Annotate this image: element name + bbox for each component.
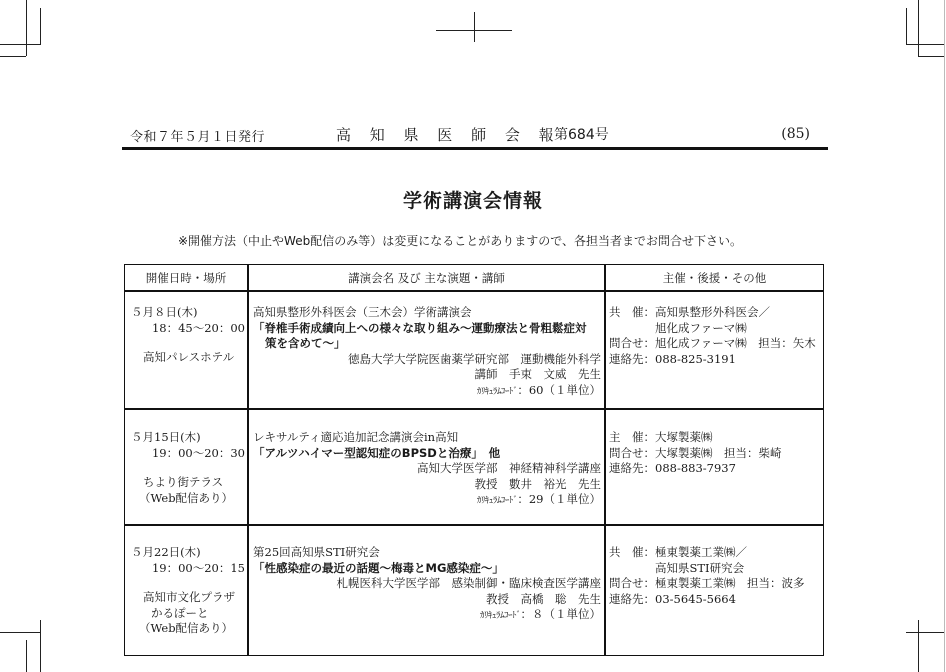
crop-mark [40, 8, 41, 45]
organizer-line: 旭化成ファーマ㈱ [609, 320, 747, 335]
curriculum-value: ：８（１単位） [520, 607, 601, 621]
event-venue: 高知パレスホテル [143, 350, 235, 364]
table-row [131, 545, 245, 637]
contact-line: 問合せ：旭化成ファーマ㈱ 担当：矢木 [609, 336, 816, 350]
event-venue: ちより街テラス [143, 475, 224, 489]
event-topic: 「性感染症の最近の話題～梅毒とMG感染症～」 [253, 560, 504, 575]
event-venue: （Web配信あり） [139, 621, 234, 635]
event-name: 第25回高知県STI研究会 [253, 545, 380, 559]
crop-mark [40, 620, 41, 672]
speaker-name: 教授 高橋 聡 先生 [486, 591, 601, 606]
table-row [609, 545, 821, 607]
event-name: レキサルティ適応追加記念講演会in高知 [253, 430, 459, 444]
event-time: 19：00～20：15 [151, 560, 245, 575]
issue-number: 第684号 [554, 127, 609, 143]
event-date: ５月８日(木) [131, 305, 198, 319]
event-time: 19：00～20：30 [151, 445, 245, 460]
crop-mark [918, 0, 919, 56]
running-head [122, 126, 828, 146]
curriculum-label: ｶﾘｷｭﾗﾑｺｰﾄﾞ [476, 496, 518, 506]
event-venue: かるぽーと [151, 605, 209, 620]
crop-mark [26, 0, 27, 56]
table-row [253, 430, 601, 510]
page-number: (85) [781, 126, 810, 142]
table-row [609, 305, 821, 367]
event-name: 高知県整形外科医会（三木会）学術講演会 [253, 305, 472, 319]
contact-line: 問合せ：極東製薬工業㈱ 担当：波多 [609, 576, 805, 590]
event-date: ５月22日(木) [131, 545, 201, 559]
organizer-line: 主 催：大塚製薬㈱ [609, 430, 713, 444]
column-divider [247, 265, 249, 655]
crop-mark [0, 56, 26, 57]
organizer-line: 共 催：高知県整形外科医会／ [609, 305, 770, 319]
speaker-affiliation: 高知大学医学部 神経精神科学講座 [417, 461, 601, 475]
event-topic: 策を含めて～」 [265, 336, 346, 350]
row-divider [125, 524, 823, 526]
page-edge [944, 0, 945, 672]
journal-name: 高 知 県 医 師 会 報 [336, 126, 561, 144]
table-row [253, 545, 601, 625]
crop-mark [918, 620, 919, 672]
column-header: 講演会名 及び 主な演題・講師 [348, 271, 505, 285]
notice-text: ※開催方法（中止やWeb配信のみ等）は変更になることがありますので、各担当者までお問合せ下さい。 [178, 234, 742, 248]
speaker-affiliation: 徳島大学大学院医歯薬学研究部 運動機能外科学 [348, 351, 601, 366]
crop-mark [474, 12, 475, 42]
issue-date: 令和７年５月１日発行 [130, 130, 266, 145]
curriculum-code [253, 607, 601, 625]
column-header: 開催日時・場所 [145, 271, 227, 285]
event-topic: 「脊椎手術成績向上への様々な取り組み～運動療法と骨粗鬆症対 [253, 320, 587, 335]
phone-line: 連絡先：088-883-7937 [609, 461, 736, 475]
table-row [131, 430, 245, 506]
event-time: 18：45～20：00 [151, 320, 245, 335]
contact-line: 問合せ：大塚製薬㈱ 担当：柴崎 [609, 445, 782, 460]
event-venue: 高知市文化プラザ [143, 590, 235, 604]
column-divider [604, 265, 606, 655]
organizer-line: 共 催：極東製薬工業㈱／ [609, 545, 747, 559]
curriculum-label: ｶﾘｷｭﾗﾑｺｰﾄﾞ [476, 386, 518, 397]
curriculum-value: ：60（１単位） [517, 382, 601, 397]
crop-mark [906, 44, 944, 45]
speaker-name: 講師 手束 文威 先生 [474, 367, 601, 381]
event-date: ５月15日(木) [131, 430, 201, 444]
organizer-line: 高知県STI研究会 [609, 560, 745, 575]
curriculum-value: ：29（１単位） [517, 492, 601, 506]
phone-line: 連絡先：03-5645-5664 [609, 591, 736, 606]
phone-line: 連絡先：088-825-3191 [609, 351, 736, 366]
page-title: 学術講演会情報 [402, 190, 543, 212]
speaker-name: 教授 數井 裕光 先生 [474, 476, 601, 491]
crop-mark [906, 632, 944, 633]
crop-mark [26, 640, 27, 672]
table-row [253, 305, 601, 400]
header-rule [122, 147, 828, 150]
crop-mark [0, 632, 40, 633]
curriculum-code [253, 492, 601, 510]
table-row [609, 430, 821, 477]
table-row [131, 305, 245, 366]
row-divider [125, 408, 823, 410]
crop-mark [0, 44, 40, 45]
column-header: 主催・後援・その他 [662, 271, 767, 285]
curriculum-code [253, 383, 601, 401]
event-venue: （Web配信あり） [139, 490, 234, 505]
crop-mark [436, 30, 512, 31]
speaker-affiliation: 札幌医科大学医学部 感染制御・臨床検査医学講座 [336, 576, 601, 590]
crop-mark [918, 56, 944, 57]
curriculum-label: ｶﾘｷｭﾗﾑｺｰﾄﾞ [479, 611, 521, 621]
lecture-table [124, 264, 824, 656]
crop-mark [906, 8, 907, 45]
event-topic: 「アルツハイマー型認知症のBPSDと治療」 他 [253, 445, 501, 460]
